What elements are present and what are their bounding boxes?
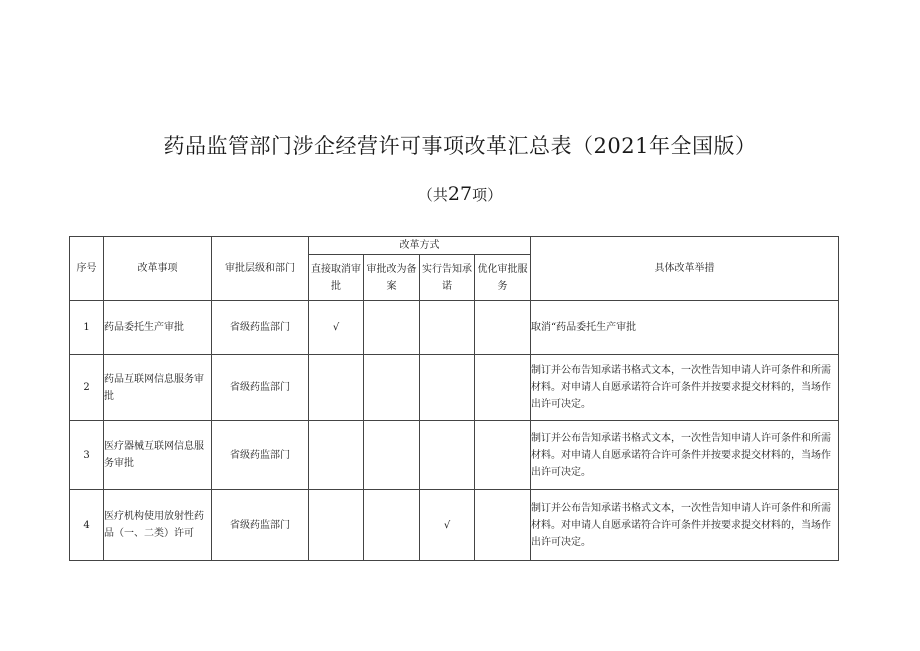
- header-record: 审批改为备案: [364, 255, 420, 301]
- row-optimize-check: [475, 355, 531, 421]
- row-cancel-check: [309, 490, 364, 561]
- row-seq: 3: [70, 421, 104, 490]
- row-measure: 制订并公布告知承诺书格式文本，一次性告知申请人许可条件和所需材料。对申请人自愿承诺符合许可条件并按要求提交材料的，当场作出许可决定。: [531, 490, 839, 561]
- row-record-check: [364, 490, 420, 561]
- header-level: 审批层级和部门: [212, 237, 309, 301]
- subtitle-suffix: 项）: [472, 186, 503, 204]
- table-row: [70, 301, 839, 355]
- row-item: 药品委托生产审批: [104, 301, 212, 355]
- table-row: [70, 421, 839, 490]
- subtitle-prefix: （共: [417, 186, 448, 204]
- row-item: 医疗器械互联网信息服务审批: [104, 421, 212, 490]
- header-method-group: 改革方式: [309, 237, 531, 255]
- header-optimize: 优化审批服务: [475, 255, 531, 301]
- table-row: [70, 355, 839, 421]
- row-record-check: [364, 301, 420, 355]
- row-dept: 省级药监部门: [212, 490, 309, 561]
- row-dept: 省级药监部门: [212, 421, 309, 490]
- row-record-check: [364, 421, 420, 490]
- header-item: 改革事项: [104, 237, 212, 301]
- header-cancel: 直接取消审批: [309, 255, 364, 301]
- row-record-check: [364, 355, 420, 421]
- row-seq: 4: [70, 490, 104, 561]
- page-title: 药品监管部门涉企经营许可事项改革汇总表（2021年全国版）: [163, 134, 757, 158]
- table-row: [70, 490, 839, 561]
- item-count-subtitle: [0, 183, 920, 205]
- row-optimize-check: [475, 301, 531, 355]
- header-notify: 实行告知承诺: [420, 255, 475, 301]
- row-notify-check: [420, 301, 475, 355]
- row-notify-check: √: [420, 490, 475, 561]
- reform-summary-table: [69, 236, 839, 561]
- row-measure: 制订并公布告知承诺书格式文本，一次性告知申请人许可条件和所需材料。对申请人自愿承诺符合许可条件并按要求提交材料的，当场作出许可决定。: [531, 421, 839, 490]
- row-seq: 1: [70, 301, 104, 355]
- row-optimize-check: [475, 421, 531, 490]
- row-dept: 省级药监部门: [212, 301, 309, 355]
- row-measure: 制订并公布告知承诺书格式文本，一次性告知申请人许可条件和所需材料。对申请人自愿承诺符合许可条件并按要求提交材料的，当场作出许可决定。: [531, 355, 839, 421]
- row-cancel-check: [309, 421, 364, 490]
- row-seq: 2: [70, 355, 104, 421]
- row-measure: 取消“药品委托生产审批: [531, 301, 839, 355]
- row-dept: 省级药监部门: [212, 355, 309, 421]
- header-seq: 序号: [70, 237, 104, 301]
- header-measures: 具体改革举措: [531, 237, 839, 301]
- row-optimize-check: [475, 490, 531, 561]
- row-notify-check: [420, 355, 475, 421]
- row-item: 医疗机构使用放射性药品（一、二类）许可: [104, 490, 212, 561]
- row-item: 药品互联网信息服务审批: [104, 355, 212, 421]
- row-cancel-check: √: [309, 301, 364, 355]
- row-cancel-check: [309, 355, 364, 421]
- row-notify-check: [420, 421, 475, 490]
- subtitle-count: 27: [447, 183, 473, 205]
